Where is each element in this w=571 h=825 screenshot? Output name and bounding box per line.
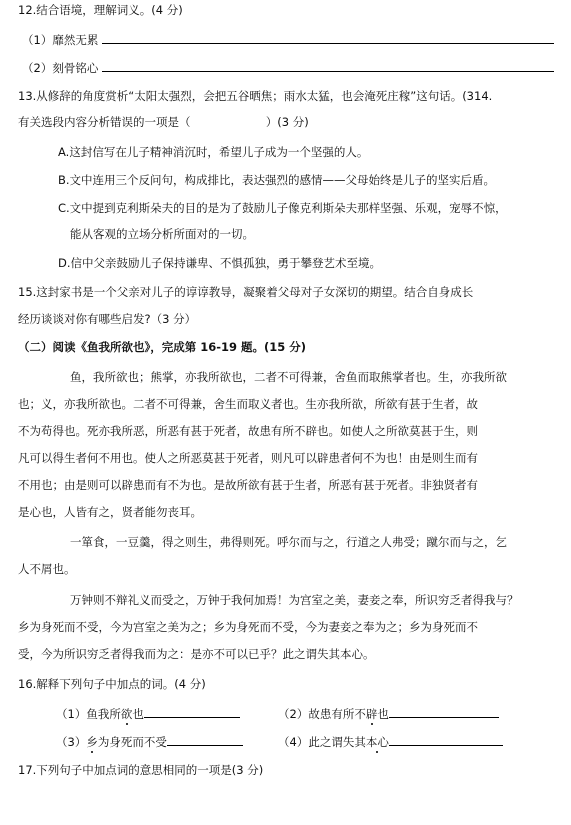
passage-p1-line-5: 不用也；由是则可以辟患而有不为也。是故所欲有甚于生者，所恶有甚于死者。非独贤者有 [18, 478, 478, 492]
passage-p1-line-4: 凡可以得生者何不用也。使人之所恶莫甚于死者，则凡可以辟患者何不为也！由是则生而有 [18, 451, 478, 465]
passage-p1-line-6: 是心也，人皆有之，贤者能勿丧耳。 [18, 505, 202, 519]
q12-item-1-label: （1）靡然无累 [22, 33, 99, 47]
q16-item-4-answer-line[interactable] [389, 733, 503, 746]
q13-line-1: 13.从修辞的角度赏析“太阳太强烈，会把五谷晒焦；雨水太猛，也会淹死庄稼”这句话。(314. [18, 89, 493, 103]
q16-item-3-answer-line[interactable] [167, 733, 243, 746]
passage-p1-line-1: 鱼，我所欲也；熊掌，亦我所欲也，二者不可得兼，舍鱼而取熊掌者也。生，亦我所欲 [70, 370, 507, 384]
q16-item-3-prefix: （3） [56, 735, 87, 749]
q12-item-1 [22, 31, 554, 48]
q16-item-4-dotted-word: 本心 [365, 735, 389, 749]
q16-item-2-suffix: 也 [377, 707, 389, 721]
q15-line-1: 15.这封家书是一个父亲对儿子的谆谆教导，凝聚着父母对子女深切的期望。结合自身成长 [18, 285, 474, 299]
q13-option-c-2: 能从客观的立场分析所面对的一切。 [70, 227, 254, 241]
q16-item-1 [56, 705, 240, 722]
q16-item-1-suffix: 也 [132, 707, 144, 721]
q16-item-4 [278, 733, 503, 750]
passage-p3-line-2: 乡为身死而不受，今为宫室之美为之；乡为身死而不受，今为妻妾之奉为之；乡为身死而不 [18, 620, 478, 634]
q16-item-1-prefix: （1）鱼我所 [56, 707, 121, 721]
q16-item-3-dotted-word: 乡 [86, 735, 98, 749]
passage-p1-line-2: 也；义，亦我所欲也。二者不可得兼，舍生而取义者也。生亦我所欲，所欲有甚于生者，故 [18, 397, 478, 411]
q13-option-b: B.文中连用三个反问句，构成排比，表达强烈的感情——父母始终是儿子的坚实后盾。 [58, 173, 496, 187]
q16-item-2-answer-line[interactable] [389, 705, 499, 718]
q16-item-3 [56, 733, 243, 750]
q12-item-1-answer-line[interactable] [102, 31, 554, 44]
q13-line-2b: ）(3 分) [265, 115, 309, 129]
q12-item-2 [22, 59, 554, 76]
section-2-heading: （二）阅读《鱼我所欲也》，完成第 16-19 题。(15 分) [18, 340, 307, 354]
q16-title: 16.解释下列句子中加点的词。(4 分) [18, 677, 206, 691]
q16-item-1-answer-line[interactable] [144, 705, 240, 718]
passage-p1-line-3: 不为苟得也。死亦我所恶，所恶有甚于死者，故患有所不辟也。如使人之所欲莫甚于生，则 [18, 424, 478, 438]
q13-line-2 [18, 114, 309, 130]
q16-item-2 [278, 705, 499, 722]
q16-item-1-dotted-word: 欲 [120, 707, 133, 721]
q12-item-2-answer-line[interactable] [102, 59, 554, 72]
q12-title: 12.结合语境，理解词义。(4 分) [18, 3, 183, 17]
q13-option-a: A.这封信写在儿子精神消沉时，希望儿子成为一个坚强的人。 [58, 145, 369, 159]
q17-title: 17.下列句子中加点词的意思相同的一项是(3 分) [18, 763, 264, 777]
q16-item-2-prefix: （2）故患有所不 [278, 707, 366, 721]
q12-item-2-label: （2）刻骨铭心 [22, 61, 99, 75]
q13-option-c-1: C.文中提到克利斯朵夫的目的是为了鼓励儿子像克利斯朵夫那样坚强、乐观，宠辱不惊， [58, 201, 507, 215]
q15-line-2: 经历谈谈对你有哪些启发?（3 分） [18, 312, 197, 326]
passage-p2-line-2: 人不屑也。 [18, 562, 76, 576]
q16-item-2-dotted-word: 辟 [365, 707, 378, 721]
passage-p2-line-1: 一箪食，一豆羹，得之则生，弗得则死。呼尔而与之，行道之人弗受；蹴尔而与之，乞 [70, 535, 507, 549]
q16-item-4-prefix: （4）此之谓失其 [278, 735, 366, 749]
q13-option-d: D.信中父亲鼓励儿子保持谦卑、不惧孤独，勇于攀登艺术至境。 [58, 256, 382, 270]
q13-line-2a: 有关选段内容分析错误的一项是（ [18, 115, 191, 129]
q16-item-3-suffix: 为身死而不受 [97, 735, 167, 749]
passage-p3-line-3: 受，今为所识穷乏者得我而为之：是亦不可以已乎？此之谓失其本心。 [18, 647, 375, 661]
passage-p3-line-1: 万钟则不辩礼义而受之，万钟于我何加焉！为宫室之美，妻妾之奉，所识穷乏者得我与？ [70, 593, 519, 607]
